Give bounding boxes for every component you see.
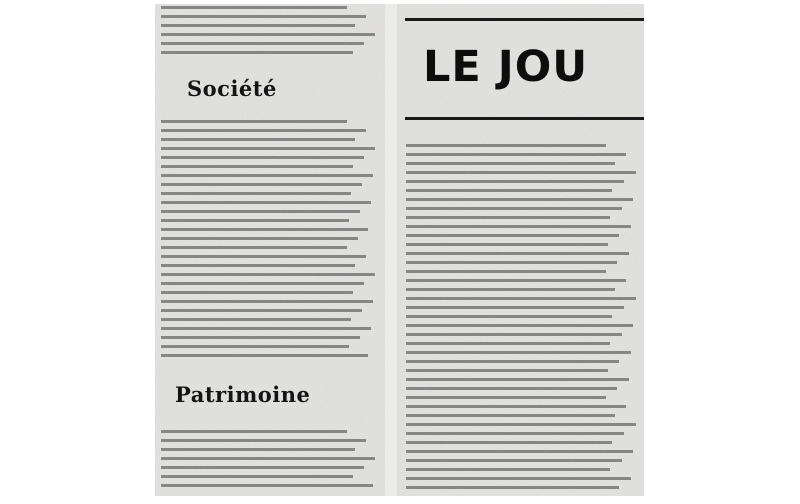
text-line bbox=[161, 228, 368, 231]
text-line bbox=[406, 423, 636, 426]
text-block-top-left bbox=[161, 6, 377, 60]
text-line bbox=[406, 360, 619, 363]
text-line bbox=[406, 243, 608, 246]
text-line bbox=[406, 405, 626, 408]
text-line bbox=[161, 6, 347, 9]
text-line bbox=[161, 15, 366, 18]
text-line bbox=[161, 129, 366, 132]
masthead-rule-bottom bbox=[405, 117, 644, 120]
text-line bbox=[406, 477, 631, 480]
text-line bbox=[406, 468, 610, 471]
text-line bbox=[406, 216, 610, 219]
text-line bbox=[161, 282, 364, 285]
text-line bbox=[161, 318, 351, 321]
column-gutter bbox=[385, 4, 397, 496]
masthead-rule-top bbox=[405, 18, 644, 21]
text-line bbox=[161, 300, 373, 303]
text-line bbox=[161, 120, 347, 123]
text-line bbox=[406, 171, 636, 174]
text-line bbox=[406, 252, 629, 255]
newspaper-photo bbox=[155, 4, 644, 496]
section-heading-societe: Société bbox=[187, 76, 277, 101]
text-line bbox=[161, 484, 373, 487]
text-line bbox=[161, 264, 355, 267]
text-line bbox=[161, 457, 375, 460]
text-line bbox=[406, 279, 626, 282]
text-line bbox=[406, 153, 626, 156]
text-line bbox=[406, 387, 617, 390]
text-line bbox=[161, 42, 364, 45]
text-line bbox=[161, 430, 347, 433]
text-line bbox=[406, 297, 636, 300]
text-line bbox=[161, 291, 353, 294]
text-line bbox=[161, 138, 355, 141]
text-line bbox=[161, 246, 347, 249]
text-block-right bbox=[406, 144, 638, 495]
text-line bbox=[161, 174, 373, 177]
text-line bbox=[161, 219, 349, 222]
text-line bbox=[406, 234, 619, 237]
section-heading-patrimoine: Patrimoine bbox=[175, 382, 311, 407]
text-line bbox=[161, 475, 353, 478]
text-line bbox=[406, 378, 629, 381]
text-line bbox=[406, 189, 612, 192]
text-line bbox=[161, 201, 371, 204]
text-line bbox=[406, 162, 615, 165]
text-line bbox=[406, 261, 617, 264]
text-line bbox=[406, 180, 624, 183]
text-line bbox=[406, 324, 633, 327]
text-line bbox=[161, 192, 351, 195]
text-line bbox=[406, 369, 608, 372]
text-line bbox=[161, 156, 364, 159]
newspaper-masthead: LE JOU bbox=[423, 42, 589, 92]
text-block-middle-left bbox=[161, 120, 377, 363]
text-line bbox=[161, 439, 366, 442]
text-line bbox=[161, 237, 358, 240]
text-line bbox=[406, 486, 619, 489]
text-line bbox=[161, 354, 368, 357]
text-line bbox=[161, 210, 360, 213]
left-column bbox=[155, 4, 383, 496]
text-line bbox=[406, 207, 622, 210]
text-line bbox=[161, 165, 353, 168]
text-line bbox=[406, 450, 633, 453]
text-line bbox=[406, 306, 624, 309]
text-line bbox=[406, 414, 615, 417]
text-line bbox=[161, 466, 364, 469]
text-line bbox=[161, 51, 353, 54]
text-line bbox=[406, 198, 633, 201]
text-line bbox=[406, 432, 624, 435]
text-line bbox=[406, 288, 615, 291]
text-line bbox=[161, 336, 360, 339]
text-line bbox=[406, 144, 606, 147]
text-line bbox=[406, 396, 606, 399]
text-line bbox=[406, 441, 612, 444]
text-line bbox=[161, 183, 362, 186]
text-line bbox=[161, 448, 355, 451]
text-line bbox=[161, 33, 375, 36]
text-line bbox=[406, 270, 606, 273]
text-line bbox=[161, 309, 362, 312]
text-line bbox=[406, 459, 622, 462]
text-line bbox=[406, 342, 610, 345]
text-line bbox=[161, 24, 355, 27]
text-line bbox=[406, 333, 622, 336]
text-line bbox=[406, 225, 631, 228]
text-line bbox=[161, 147, 375, 150]
text-line bbox=[406, 351, 631, 354]
text-block-bottom-left bbox=[161, 430, 377, 493]
text-line bbox=[161, 273, 375, 276]
text-line bbox=[161, 255, 366, 258]
text-line bbox=[406, 315, 612, 318]
text-line bbox=[161, 327, 371, 330]
text-line bbox=[161, 345, 349, 348]
